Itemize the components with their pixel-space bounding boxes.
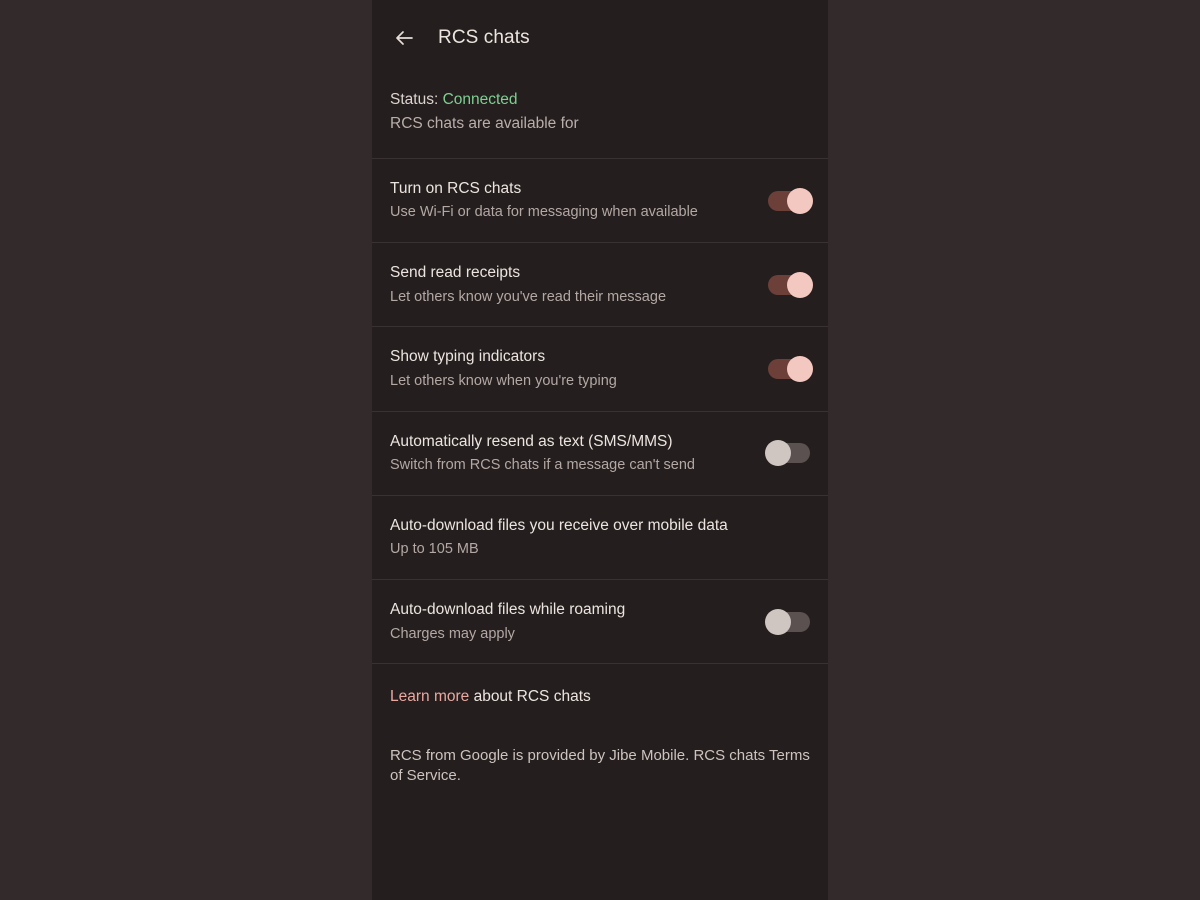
toggle-read-receipts[interactable] <box>768 275 810 295</box>
toggle-auto-download-roaming[interactable] <box>768 612 810 632</box>
learn-more-line <box>390 686 810 708</box>
setting-row-auto-download-mobile-data[interactable] <box>372 495 828 579</box>
app-bar <box>372 0 828 76</box>
row-subtitle: Let others know you've read their message <box>390 288 667 305</box>
row-texts <box>390 432 709 475</box>
toggle-resend-as-text[interactable] <box>768 443 810 463</box>
status-block <box>372 76 828 158</box>
row-title: Send read receipts <box>390 264 521 282</box>
row-title: Auto-download files while roaming <box>390 601 626 619</box>
row-texts <box>390 600 639 643</box>
row-title: Auto-download files you receive over mobile data <box>390 516 728 534</box>
row-subtitle: Let others know when you're typing <box>390 372 617 389</box>
row-texts <box>390 516 742 559</box>
learn-more-rest: about RCS chats <box>469 688 591 706</box>
row-subtitle: Use Wi-Fi or data for messaging when available <box>390 204 698 221</box>
toggle-knob <box>787 272 813 298</box>
legal-text: RCS from Google is provided by Jibe Mobile. RCS chats Terms of Service. <box>390 747 810 785</box>
learn-more-link[interactable]: Learn more <box>390 688 470 706</box>
row-subtitle: Up to 105 MB <box>390 541 479 558</box>
row-subtitle: Charges may apply <box>390 625 515 642</box>
status-label: Status: <box>390 91 443 108</box>
setting-row-turn-on-rcs[interactable] <box>372 158 828 242</box>
row-texts <box>390 263 680 306</box>
status-line <box>390 88 810 112</box>
toggle-typing-indicators[interactable] <box>768 359 810 379</box>
toggle-knob <box>787 356 813 382</box>
toggle-turn-on-rcs[interactable] <box>768 191 810 211</box>
status-subtitle: RCS chats are available for <box>390 115 579 133</box>
toggle-knob <box>765 609 791 635</box>
row-texts <box>390 179 712 222</box>
phone-screen <box>372 0 828 900</box>
setting-row-auto-download-roaming[interactable] <box>372 579 828 663</box>
row-subtitle: Switch from RCS chats if a message can't send <box>390 457 695 474</box>
setting-row-typing-indicators[interactable] <box>372 326 828 410</box>
arrow-left-icon[interactable] <box>390 24 418 52</box>
row-title: Automatically resend as text (SMS/MMS) <box>390 432 673 450</box>
row-title: Show typing indicators <box>390 348 546 366</box>
footer <box>372 663 828 786</box>
status-badge: Connected <box>442 91 518 108</box>
row-title: Turn on RCS chats <box>390 180 522 198</box>
row-texts <box>390 347 631 390</box>
setting-row-resend-as-text[interactable] <box>372 411 828 495</box>
page-title: RCS chats <box>438 27 530 48</box>
setting-row-read-receipts[interactable] <box>372 242 828 326</box>
toggle-knob <box>765 440 791 466</box>
toggle-knob <box>787 188 813 214</box>
